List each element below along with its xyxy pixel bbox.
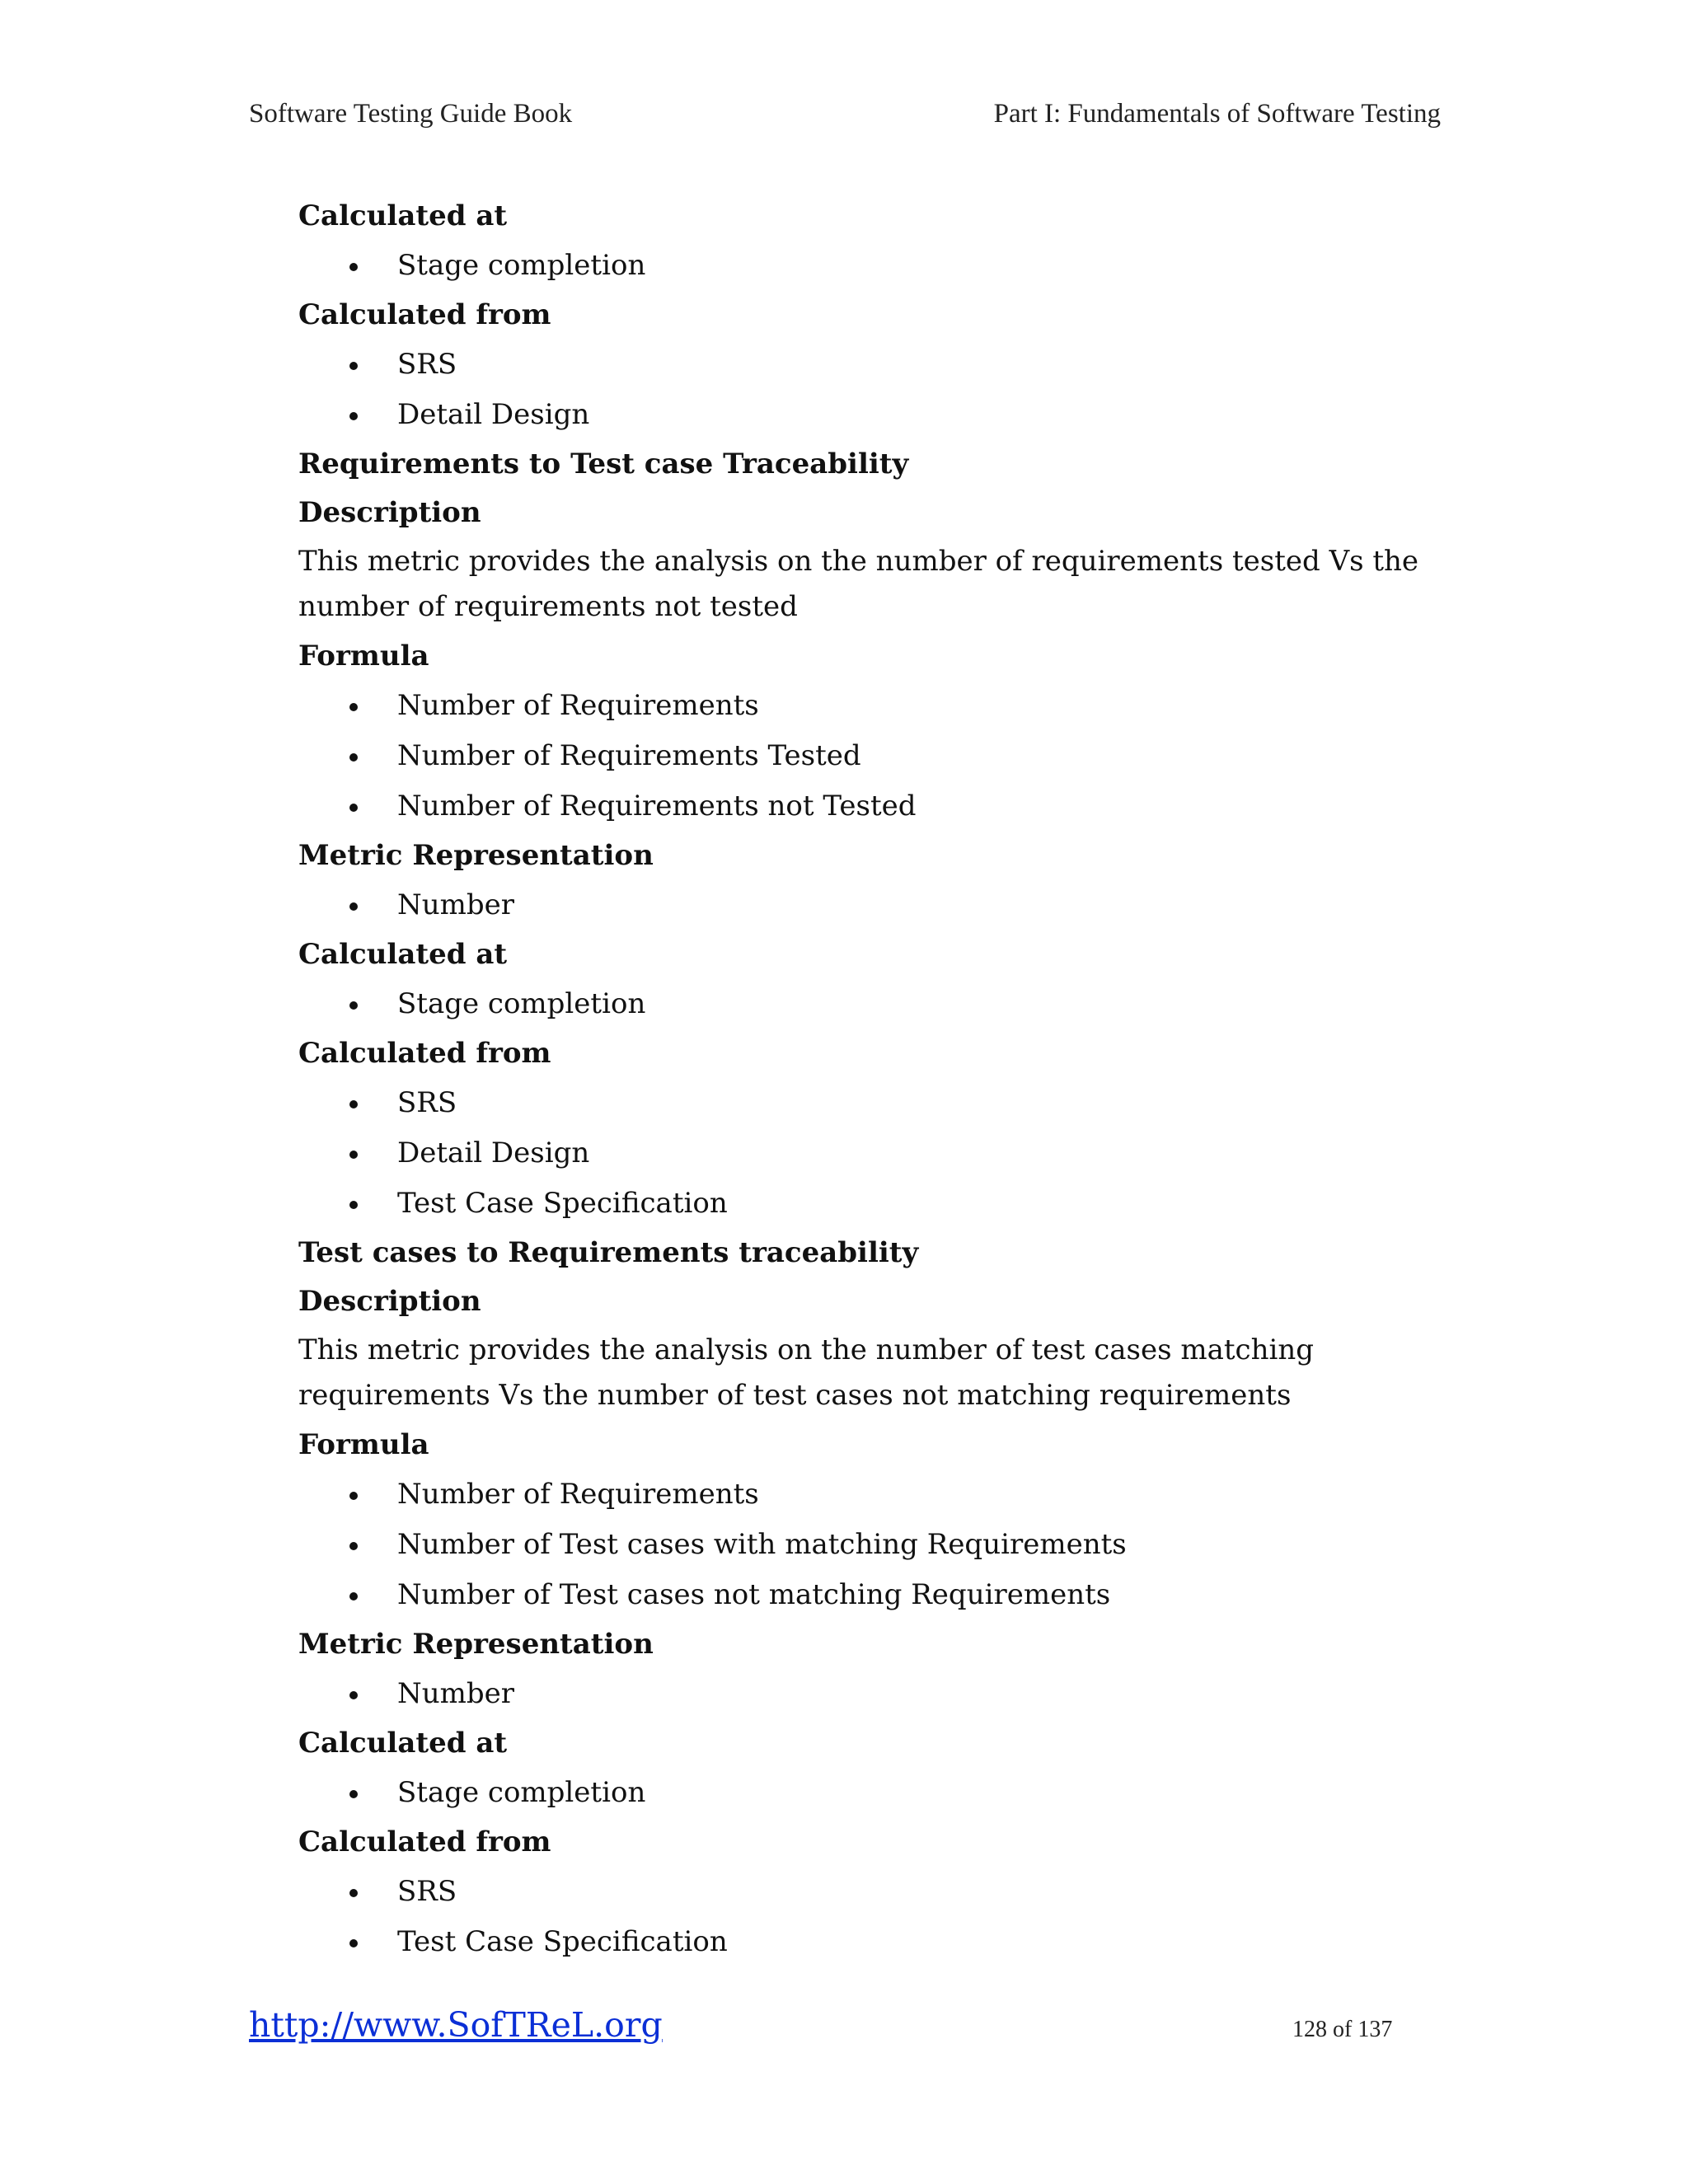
bullet-icon [349, 1790, 358, 1798]
bullet-icon [349, 1100, 358, 1108]
list-item-text: SRS [397, 1875, 457, 1908]
list-item [298, 731, 1436, 781]
section-heading: Metric Representation [298, 1628, 654, 1661]
list-item [298, 340, 1436, 390]
page-number: 128 of 137 [1292, 2017, 1393, 2042]
bullet-list [298, 1867, 1436, 1967]
list-item [298, 1469, 1436, 1520]
description-paragraph: This metric provides the analysis on the number of test cases matching requirements Vs the number of test cases not matching requirements [298, 1333, 1315, 1412]
section-heading: Formula [298, 1428, 429, 1461]
list-item-text: Number of Requirements Tested [397, 739, 861, 772]
bullet-list [298, 1768, 1436, 1818]
bullet-list [298, 241, 1436, 291]
description-paragraph: This metric provides the analysis on the number of requirements tested Vs the number of requirements not tested [298, 545, 1419, 623]
list-item [298, 1917, 1436, 1967]
bullet-icon [349, 1542, 358, 1550]
section-heading: Calculated from [298, 1825, 551, 1858]
list-item [298, 979, 1436, 1029]
list-item-text: Number of Requirements [397, 689, 759, 722]
page-header [249, 97, 1441, 130]
footer-website-link[interactable]: http://www.SofTReL.org [249, 2005, 663, 2045]
bullet-list [298, 1669, 1436, 1719]
list-item-text: Detail Design [397, 398, 590, 431]
bullet-icon [349, 902, 358, 911]
bullet-icon [349, 1151, 358, 1159]
section-heading: Formula [298, 640, 429, 673]
section-heading: Calculated at [298, 1727, 508, 1760]
bullet-list [298, 1469, 1436, 1620]
bullet-list [298, 1078, 1436, 1229]
bullet-icon [349, 362, 358, 370]
list-item [298, 1570, 1436, 1620]
list-item-text: Test Case Specification [397, 1187, 728, 1220]
bullet-icon [349, 1001, 358, 1010]
list-item-text: Number of Test cases not matching Requirements [397, 1578, 1111, 1611]
list-item-text: Number [397, 888, 515, 921]
bullet-icon [349, 1492, 358, 1500]
bullet-icon [349, 753, 358, 762]
list-item [298, 880, 1436, 930]
list-item-text: Stage completion [397, 987, 646, 1020]
list-item [298, 1179, 1436, 1229]
list-item-text: Number of Requirements [397, 1478, 759, 1511]
bullet-icon [349, 412, 358, 420]
list-item-text: SRS [397, 1086, 457, 1119]
list-item-text: SRS [397, 348, 457, 381]
metric-title: Test cases to Requirements traceability [298, 1236, 919, 1269]
bullet-list [298, 880, 1436, 930]
bullet-icon [349, 1889, 358, 1897]
bullet-icon [349, 1201, 358, 1209]
section-heading: Calculated at [298, 199, 508, 232]
list-item [298, 681, 1436, 731]
list-item-text: Test Case Specification [397, 1925, 728, 1958]
list-item [298, 1128, 1436, 1179]
list-item [298, 390, 1436, 440]
list-item [298, 1867, 1436, 1917]
section-heading: Description [298, 1285, 481, 1318]
section-heading: Calculated from [298, 1037, 551, 1070]
list-item-text: Number of Test cases with matching Requirements [397, 1528, 1127, 1561]
bullet-list [298, 681, 1436, 832]
section-heading: Metric Representation [298, 839, 654, 872]
header-part-title: Part I: Fundamentals of Software Testing [993, 99, 1441, 129]
list-item-text: Number [397, 1677, 515, 1710]
list-item [298, 1669, 1436, 1719]
section-heading: Calculated from [298, 298, 551, 331]
bullet-icon [349, 263, 358, 271]
bullet-icon [349, 1592, 358, 1601]
section-heading: Description [298, 496, 481, 529]
list-item-text: Number of Requirements not Tested [397, 790, 917, 823]
list-item [298, 1768, 1436, 1818]
list-item-text: Detail Design [397, 1137, 590, 1169]
bullet-icon [349, 703, 358, 711]
list-item [298, 781, 1436, 832]
bullet-icon [349, 804, 358, 812]
bullet-icon [349, 1691, 358, 1699]
list-item-text: Stage completion [397, 249, 646, 282]
metric-title: Requirements to Test case Traceability [298, 448, 909, 480]
list-item [298, 1520, 1436, 1570]
list-item-text: Stage completion [397, 1776, 646, 1809]
bullet-list [298, 340, 1436, 440]
bullet-icon [349, 1939, 358, 1947]
document-body [298, 192, 1436, 1967]
bullet-list [298, 979, 1436, 1029]
header-book-title: Software Testing Guide Book [249, 99, 573, 129]
list-item [298, 241, 1436, 291]
section-heading: Calculated at [298, 938, 508, 971]
list-item [298, 1078, 1436, 1128]
